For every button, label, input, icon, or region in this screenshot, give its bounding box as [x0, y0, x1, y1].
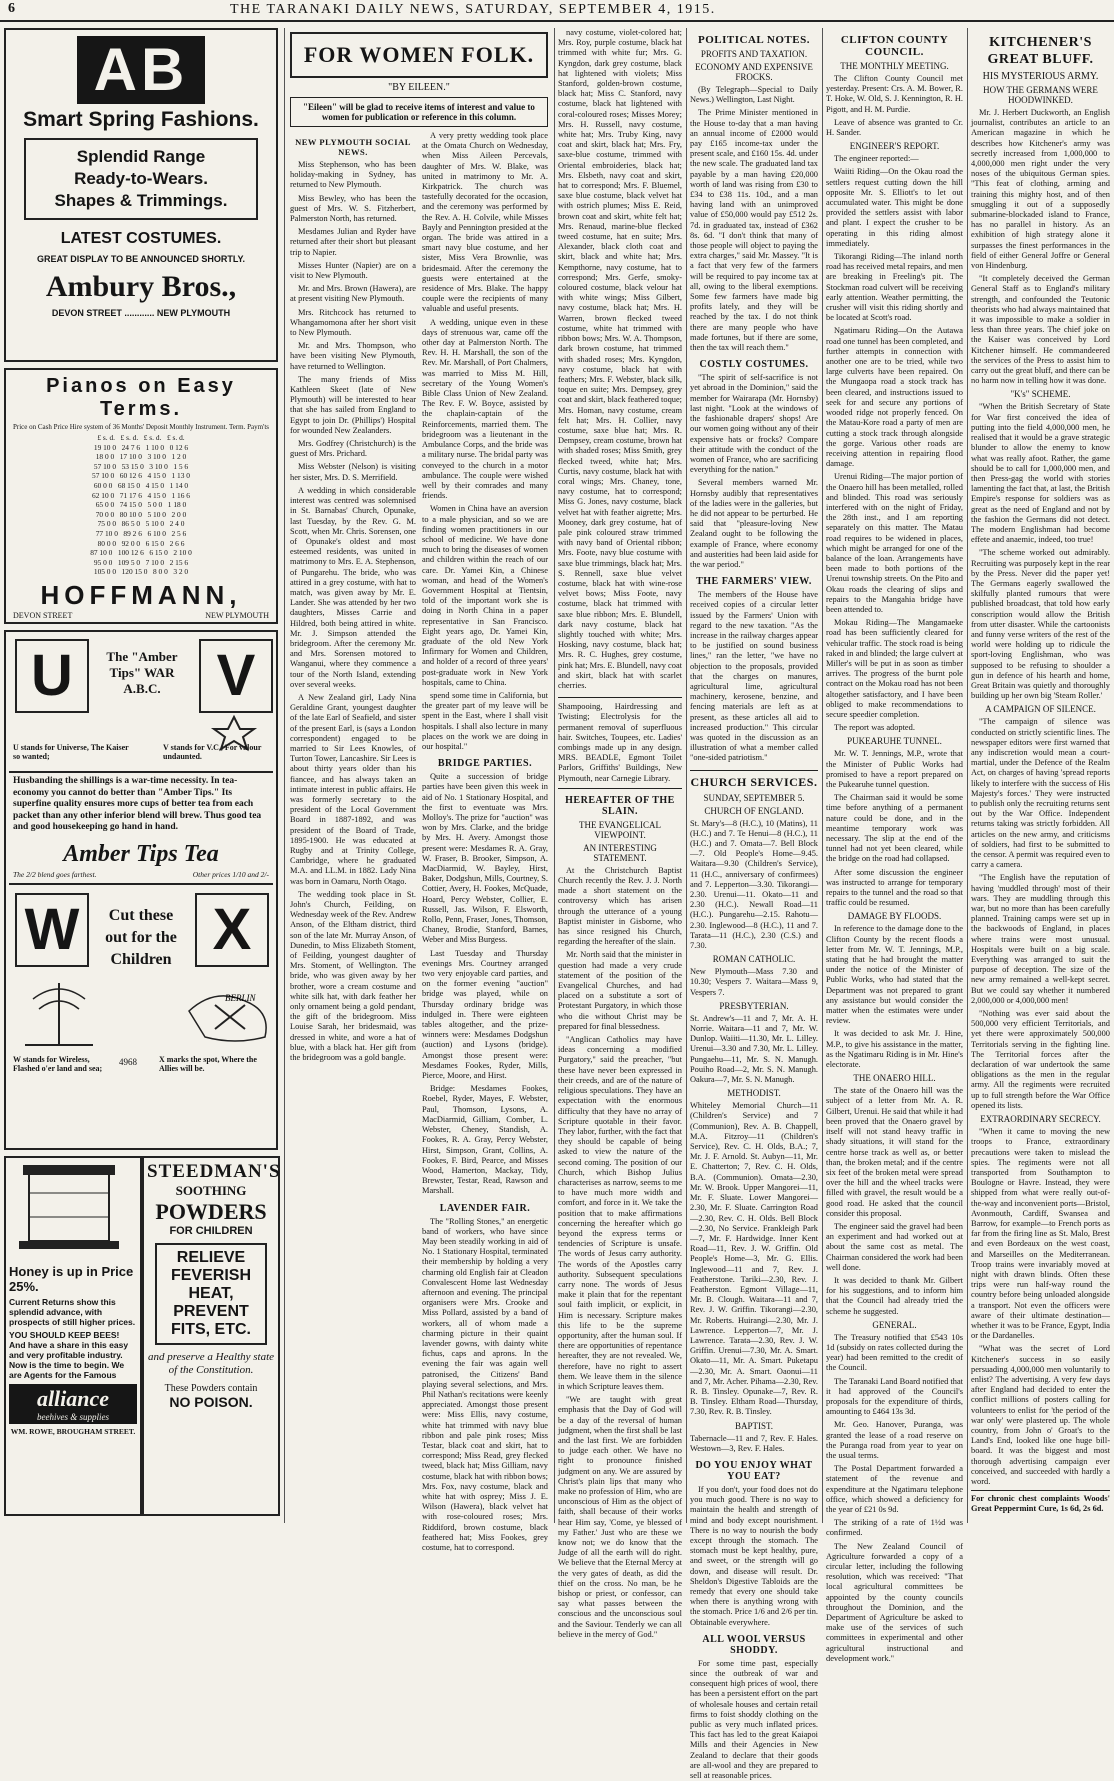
- price-row: 87 10 0 100 12 6 6 15 0 2 10 0: [90, 548, 192, 558]
- ad-code: 4968: [119, 1056, 137, 1067]
- lavender-paragraph: The "Rolling Stones," an energetic band of workers, who have since May been steadily working in aid of No. 1 Stationary Hospital, terminated their membership by holding a very charming old English fair at Cleadon Convalescent Home last Wednesday afternoon and evening. The principal organisers were Mrs. Crooke and Miss Pollard, assisted by a band of workers, all of whom made a charming picture in their quaint lavender gowns, with dainty white fichus, caps and aprons. In the evening the fair was again well patronised, the Citizens' Band playing several selections, and Mrs. Phil Nathan's recitations were keenly appreciated. Amongst those present were: Miss Ellis, navy costume, white hat trimmed with navy blue ribbon and pale pink roses; Miss Testar, black coat and skirt, hat to correspond; Miss Read, grey flecked tweed, black hat; Miss Gilliam, navy costume, black hat with ribbon bows; Mrs. Fox, navy costume, black and white hat with osprey; Miss J. E. Wilson (Hawera), black velvet hat with rose-coloured roses; Mrs. Riddiford, brown costume, black feathered hat; Miss Fookes, grey costume, hat to correspond.: [422, 1216, 548, 1553]
- social-news-paragraph: Mr. and Mrs. Thompson, who have been visiting New Plymouth, have returned to Wellington.: [290, 341, 416, 371]
- price-row: 70 0 0 80 10 0 5 10 0 2 0 0: [95, 509, 187, 519]
- political-column: [690, 28, 818, 1781]
- kitchener-sub: HIS MYSTERIOUS ARMY.: [982, 71, 1099, 82]
- church-denomination: METHODIST.: [727, 1088, 781, 1099]
- letter-x: X: [195, 893, 269, 967]
- clifton-sub2: ENGINEER'S REPORT.: [849, 141, 940, 152]
- women-section-bridge: BRIDGE PARTIES.: [437, 758, 533, 770]
- ambury-display: GREAT DISPLAY TO BE ANNOUNCED SHORTLY.: [36, 254, 246, 264]
- floods-paragraph: In reference to the damage done to the Clifton County by the recent floods a letter from Mr. W. T. Jennings, M.P., stating that he had brought the matter under the notice of the Minister of Public Works, who had stated that the Department was not prepared to grant any assistance but would consider the matter when the estimates were under review.: [826, 924, 963, 1026]
- social-news-paragraph: Mr. and Mrs. Brown (Hawera), are at present visiting New Plymouth.: [290, 284, 416, 304]
- kitchener-title: KITCHENER'S GREAT BLUFF.: [987, 35, 1094, 67]
- clifton-sub: THE MONTHLY MEETING.: [840, 61, 949, 71]
- onaero-paragraph: It was decided to thank Mr. Gilbert for his suggestions, and to inform him that the Council had already tried the scheme he suggested.: [826, 1275, 963, 1316]
- general-paragraph: The New Zealand Council of Agriculture forwarded a copy of a circular letter, including the following resolution, which was received: "That local agricultural committees be appointed by the county councils throughout the Dominion, and the Department of Agriculture be asked to make use of the services of such committees in experimental and other agricultural instructional and development work.": [826, 1541, 963, 1663]
- column-rule: [686, 28, 687, 1523]
- amber-tips-brand: Amber Tips Tea: [63, 840, 219, 867]
- shampoo-ad: Shampooing, Hairdressing and Twisting; Electrolysis for the permanent removal of superfluous hair. Switches, Toupees, etc. Ladies' combings made up in any design. MRS. BEADLE, Egmont Toilet Parlors, Griffiths' Buildings, New Plymouth, near Carnegie Library.: [558, 697, 682, 789]
- wool-paragraph: For some time past, especially since the outbreak of war and consequent high prices of wool, there has been a persistent effort on the part of wholesale houses and certain retail firms to foist shoddy clothing on the public as very much inflated prices. This fact has led to the great Kaiapoi Mills and their Agencies in New Zealand to declare that their goods are all-wool and they are prepared to sell at reasonable prices.: [690, 1658, 818, 1781]
- steedman-line-10: These Powders contain: [164, 1383, 258, 1394]
- hereafter-title: HEREAFTER OF THE SLAIN.: [565, 794, 675, 817]
- abc-top: [9, 635, 273, 771]
- clifton-paragraph: The Clifton County Council met yesterday. Present: Crs. A. M. Bower, R. T. Hoke, W. Old, S. J. Kennington, R. H. Pigott, and H. M. Purdie.: [826, 74, 963, 114]
- letter-u: U: [15, 639, 89, 713]
- letter-w: W: [15, 893, 89, 967]
- church-services-title: CHURCH SERVICES.: [690, 770, 818, 790]
- kitchener-paragraph: "It completely deceived the German General Staff as to England's military strength, and confounded the Teutonic theorists who had always maintained that it was impossible to make a soldier in less than three years. The chief joke on the Kaiser was conceived by Lord Kitchener himself. He commandeered the services of the Press to assist him to carry out the great bluff, and there can be no harm now in telling how it was done.: [971, 274, 1110, 386]
- social-news-paragraph: Mesdames Julian and Ryder have returned after their short but pleasant trip to Napier.: [290, 227, 416, 257]
- engineer-report-paragraph: Tikorangi Riding—The inland north road has received metal repairs, and men are breaking in Freeling's pit. The Stockman road culvert will be receiving early attention. Weather permitting, the crusher will visit this riding shortly and be located at Scott's road.: [826, 252, 963, 323]
- general-paragraph: Mr. Geo. Hanover, Puranga, was granted the lease of a road reserve on the Puranga road from year to year on the usual terms.: [826, 1420, 963, 1460]
- alliance-headline: Honey is up in Price 25%.: [9, 1264, 134, 1294]
- kitchener-column: [971, 28, 1110, 1528]
- alliance-ad: [4, 1156, 142, 1516]
- steedman-brand: STEEDMAN'S: [147, 1161, 281, 1182]
- ambury-line-2: Ready-to-Wears.: [74, 169, 208, 188]
- church-service-list: Tabernacle—11 and 7, Rev. F. Hales. Westown—3, Rev. F. Hales.: [690, 1433, 818, 1453]
- clifton-sub6: GENERAL.: [872, 1319, 917, 1330]
- engineer-report-paragraph: Ngatimaru Riding—On the Autawa road one tunnel has been completed, and further attempts in connection with another one are to be tried, while two large culverts have been repaired. On the Mungaopa road a stock track has been cleared, and instructions issued to seek for and secure any portions of wooded ridge not properly fenced. On the Matau-Kore road a party of men are cutting a stock track through alongside the gorge. Various other roads are receiving attention in repairing flood damage.: [826, 326, 963, 469]
- church-denomination: CHURCH OF ENGLAND.: [704, 805, 804, 816]
- amber-tips-copy: Husbanding the shillings is a war-time necessity. In tea-economy you cannot do better than "Amber Tips." Its superfine quality ensures more cups of better tea from each packet than any other inferior blend will brew. Thus good tea and good housekeeping go hand in hand.: [9, 771, 273, 837]
- amber-tips-title: The "Amber Tips" WAR A.B.C.: [106, 649, 178, 696]
- amber-tips-price-right: Other prices 1/10 and 2/-: [192, 869, 269, 879]
- clifton-sub4: DAMAGE BY FLOODS.: [847, 911, 942, 922]
- price-row: 19 10 0 24 7 6 1 10 0 0 12 6: [93, 442, 189, 452]
- ambury-logo: AB: [77, 36, 206, 104]
- kitchener-sub5: EXTRAORDINARY SECRECY.: [980, 1114, 1101, 1125]
- steedman-line-5: FEVERISH: [170, 1267, 251, 1284]
- steedman-line-2: POWDERS: [155, 1199, 267, 1224]
- price-row: £ s. d. £ s. d. £ s. d. £ s. d.: [97, 433, 185, 442]
- women-notice: "Eileen" will be glad to receive items of interest and value to women for publication or reference in this column.: [290, 97, 548, 127]
- berlin-label: BERLIN: [225, 992, 256, 1003]
- political-sub3: COSTLY COSTUMES.: [699, 359, 809, 371]
- ambury-address: DEVON STREET ............ NEW PLYMOUTH: [51, 308, 231, 318]
- ambury-headline: Smart Spring Fashions.: [23, 108, 259, 131]
- hoffmann-ad: [4, 368, 278, 624]
- price-row: 80 0 0 92 0 0 6 15 0 2 6 6: [97, 538, 185, 548]
- masthead: [0, 0, 1114, 22]
- ambury-name: Ambury Bros.,: [45, 270, 237, 303]
- social-news-paragraph: Misses Hunter (Napier) are on a visit to New Plymouth.: [290, 260, 416, 281]
- steedman-line-1: SOOTHING: [175, 1183, 247, 1198]
- engineer-report-paragraph: Mokau Riding—The Mangamaeke road has been sufficiently cleared for vehicular traffic. The stock road is being raked in and blinded; the large culvert at Miller's will be put in as soon as timber arrives. The progress of the burnt pole contract on the Mokau road has not been altogether satisfactory, and I have been obliged to make recommendations to secure speedier completion.: [826, 618, 963, 719]
- column-rule: [822, 28, 823, 1523]
- floods-paragraph: It was decided to ask Mr. J. Hine, M.P., to give his assistance in the matter, as the Ngatimaru Riding is in Mr. Hine's electorate.: [826, 1029, 963, 1070]
- hoffmann-price-table: [9, 433, 273, 577]
- kitchener-sub3: "K's" SCHEME.: [1010, 389, 1071, 400]
- tunnel-paragraph: The Chairman said it would be some time before anything of a permanent nature could be done, and in the meantime temporary work was necessary. The slip at the end of the tunnel had not yet been cleared, while the bridge on the road had collapsed.: [826, 793, 963, 864]
- political-paragraph: The members of the House have received copies of a circular letter issued by the Farmers' Union with regard to the new taxation. "As the increase in the railway charges appear to be justified on sound business lines," ran the letter, "we have no objection to the proposals, provided that the charges on manures, agricultural lime, agricultural machinery, kerosene, benzine, and fencing materials are left as at present, as these articles all aid to increased production." This circular was quoted in the discussion as an illustration of what a member called "one-sided patriotism.": [690, 590, 818, 763]
- letter-u-caption: U stands for Universe, The Kaiser so wanted;: [13, 743, 129, 761]
- kitchener-paragraph: "The campaign of silence was conducted on strictly scientific lines. The newspaper editors were first warned that any indiscretion would mean a court-martial, under the Defence of the Realm Act, on charges of having 'spread reports likely to interfere with the success of His Majesty's forces.' They were instructed to publish only the recruiting returns sent out by the War Office. Independent returns taking was strictly forbidden. All articles on the new army, and criticisms of soldiers, had first to be submitted to the censor. A permit was required even to carry a camera.: [971, 717, 1110, 870]
- engineer-report-paragraph: Waiiti Riding—On the Okau road the settlers request cutting down the hill opposite Mr. S. Elliott's to let out accumulated water. This might be done provided the settlers assist with labor and plant. I expect the crusher to be operating in this riding almost immediately.: [826, 167, 963, 248]
- hereafter-paragraph: Mr. North said that the minister in question had made a very crude statement of the position of the Evangelical Churches, and had placed on a substitute a sort of Protestant Purgatory, in which those who die without Christ may be prepared for final blessedness.: [558, 950, 682, 1031]
- hereafter-paragraph: At the Christchurch Baptist Church recently the Rev. J. J. North made a short statement on the controversy which has arisen through the utterance of a young Baptist minister in Gisborne, who has since resigned his Church, regarding the hereafter of the slain.: [558, 865, 682, 947]
- women-section-lavender: LAVENDER FAIR.: [439, 1202, 531, 1214]
- alliance-brand-sub: beehives & supplies: [37, 1412, 109, 1422]
- social-news-paragraph: Mrs. Godfrey (Christchurch) is the guest of Mrs. Prichard.: [290, 439, 416, 459]
- hereafter-paragraph: "We are taught with great emphasis that the Day of God will be a day of the reversal of human judgment, when the first shall be last and the last first. We are forbidden to judge each other. We have no right to pronounce finished judgment on any. We are assured by Christ's plain lips that many who make no profession of Him, who are unconscious of Him as the object of faith, shall because of their works hear Him say, 'Come, ye blessed of my Father.' Just who are these we know not; we do know that the Judge of all the earth will do right. We believe that the Eternal Mercy at the very gates of death, as did the thief on the cross. No man, be he bishop or priest, or confessor, can say what passes between the conscious and the unconscious soul and the Saviour. Tenderly we can all believe in the mercy of God.": [558, 1395, 682, 1639]
- wireless-mast-icon: [19, 979, 99, 1049]
- alliance-footer: WM. ROWE, BROUGHAM STREET.: [10, 1427, 136, 1436]
- political-title: POLITICAL NOTES.: [698, 34, 810, 46]
- letter-v: V: [199, 639, 273, 713]
- ambury-line-3: Shapes & Trimmings.: [54, 191, 228, 210]
- hereafter-paragraph: "Anglican Catholics may have ideas concerning a modified Purgatory," said the preacher, "but these have never been expressed in their creeds, and are of the nature of religious speculations. They have an expectation with the enormous difficulty that they have no array of Scripture quotable in their favor. They labor, further, with the fact that they should be capable of being asked to view the nature of the second coming. The position of our Church, which Bishop Julius characterises as narrow, seems to me to have much more width and comfort, and force in it. We take the position that to make affirmations concerning the hereafter which go beyond the express terms or tendencies of Scripture is unsafe. The words of Jesus carry authority. The words of the Apostles carry authority. Subsequent speculations carry none. The words of Jesus make it plain that for the repentant soul faith implicit, or explicit, in Him is necessary. Scripture makes this life to be the supreme opportunity, after the human soul. If there are opportunities of repentance hereafter, they are not revealed. We, therefore, have no right to assert them. We leave them in the silence in which Scripture leaves them.: [558, 1035, 682, 1391]
- steedman-line-7: PREVENT: [173, 1303, 249, 1320]
- church-denomination: ROMAN CATHOLIC.: [712, 954, 796, 965]
- price-row: 57 10 0 60 12 6 4 15 0 1 13 0: [92, 471, 190, 481]
- price-row: 77 10 0 89 2 6 6 10 0 2 5 6: [95, 528, 187, 538]
- social-news-paragraph: spend some time in California, but the greater part of my leave will be spent in the East, where I shall visit hospitals. I shall also lecture in many places on the work we are doing in our hospital.": [422, 690, 548, 751]
- ads-column: [4, 28, 281, 1528]
- social-news-paragraph: A wedding, unique even in these days of strenuous war, came off the other day at Palmerston North. The Rev. H. H. Marshall, the son of the Rev. Mr. Marshall, of Port Chalmers, was married to Miss M. Hill, secretary of the Young Women's Bible Class Union of New Zealand. The Rev. F. W. Boyce, assisted by the chaplain-captain of the Reinforcements, married them. The bridegroom was a lieutenant in the Ambulance Corps, and the bride was a military nurse. The bridal party was conveyed to the church in a motor ambulance. The couple were wished well by their comrades and many friends.: [422, 317, 548, 501]
- hoffmann-table-header: Price on Cash Price Hire system of 36 Months' Deposit Monthly Instrument. Term. Paym'ts: [12, 423, 270, 431]
- church-denomination: PRESBYTERIAN.: [719, 1000, 789, 1011]
- women-section-social: NEW PLYMOUTH SOCIAL NEWS.: [295, 137, 411, 157]
- social-news-paragraph: Miss Bewley, who has been the guest of Mrs. W. S. Fitzherbert, Palmerston North, has returned.: [290, 193, 416, 224]
- tunnel-paragraph: After some discussion the engineer was instructed to arrange for temporary repairs to the tunnel and the road so that traffic could be resumed.: [826, 867, 963, 908]
- social-news-paragraph: The many friends of Miss Kathleen Skeet (late of New Plymouth) will be interested to hear that she has sailed from England to Egypt to join Dr. (Phillips') Hospital for wounded New Zealanders.: [290, 374, 416, 435]
- church-date: SUNDAY, SEPTEMBER 5.: [703, 792, 805, 803]
- bridge-paragraph: Last Tuesday and Thursday evenings Mrs. Courtney arranged two very enjoyable card parties, and on the former evening "auction" bridge was played, while on Thursday ordinary bridge was indulged in. There were eighteen tables altogether, and the prize-winners were: Mesdames Dodgshun (auction) and Lysons (bridge). Amongst those present were: Mesdames Fookes, Ryder, Mills, Pierce, Moore, and Hirst.: [422, 948, 548, 1081]
- lavender-paragraph: navy costume, violet-colored hat; Mrs. Roy, purple costume, black hat trimmed with white fur; Mrs. G. Kyngdon, dark grey costume, black hat lightened with violets; Miss Stanford, golden-brown costume, black hat; Miss C. Stanford, navy costume, black hat lightened with coral-coloured roses; Misses Morey; Mrs. H. Russell, navy costume, white hat; Mrs. Truby King, navy coat and skirt, black hat; Mrs. Fry, saxe-blue costume, trimmed with Oriental embroideries, black hat; Mrs. Elsbeth, navy coat and skirt, hat to correspond; Mrs. F. Bluemel, saxe blue costume, black velvet hat with ostrich plumes; Miss E. Reid, brown coat and skirt, white felt hat; Mrs. Renaud, marine-blue flecked tweed costume, hat en suite; Mrs. Alexander, black cloth coat and skirt, black and white hat; Mrs. Kempthorne, navy costume, hat to correspond; Mrs. Gerfe, smoky-coloured costume, black velour hat with white wings; Miss Gilbert, navy costume, black hat; Mrs. H. Warren, brown flecked tweed costume, white hat trimmed with ribbon bows; Mrs. W. A. Thompson, dark brown costume, hat trimmed with shaded roses; Mrs. Kyngdon, navy costume, black hat with feathers; Mrs. F. Webster, black silk, toque en suite; Mrs. Dempsey, grey coat and skirt, black feathered toque; Mrs. Homan, navy costume, cream felt hat; Mrs. H. Collier, navy costume, saxe blue hat; Mrs. R. Dempsey, cream costume, brown hat with shaded roses; Miss Smith, grey flecked tweed, white hat; Mrs. Curtis, navy costume, black hat with coral wings; Mrs. Chaney, tone, navy costume, hat to correspond; Miss G. Jones, navy costume, black velvet hat with feather aigrette; Mrs. Mooney, dark grey costume, hat of pale pink coloured straw trimmed with navy band of Oriental ribbon; Mrs. Foote, navy blue costume with saxe blue trimmings, black hat; Mrs. S. Rennell, saxe blue velvet costume, black hat with wine-rose velvet bows; Miss Foote, navy costume, black hat trimmed with saxe blue ribbon; Mrs. E. Blundell, dark navy costume, black hat slightly touched with white; Mrs. Hosking, navy costume, black hat; Mrs. R. C. Hughes, grey costume, pink hat; Mrs. E. Blundell, navy coat and skirt, black hat with scarlet cherries.: [558, 28, 682, 690]
- cut-out-note: Cut these out for the Children: [105, 906, 177, 968]
- social-news-paragraph: A wedding in which considerable interest was centred was solemnised in St. Barnabas' Church, Opunake, last Tuesday, by the Rev. G. M. Scott, when Mr. Chris. Sorensen, one of Opunake's oldest and most esteemed residents, was united in matrimony to Mrs. E. A. Stephenson, of Pungarehu. The bride, who was attired in a grey costume, with hat to match, was given away by Mr. E. Lander. She was attended by her two daughters, Misses Carrie and Hildred, both being attired in white. Mr. J. Simpson attended the bridegroom. After the ceremony Mr. and Mrs. Sorensen motored to Wanganui, where they commence a tour of the North Island, extending over several weeks.: [290, 485, 416, 689]
- hereafter-article: [558, 795, 682, 1640]
- social-news-paragraph: Mrs. Ritchcock has returned to Whangamomona after her short visit to New Plymouth.: [290, 307, 416, 338]
- engineer-report-paragraph: The engineer reported:—: [834, 154, 919, 164]
- political-sub2: ECONOMY AND EXPENSIVE FROCKS.: [695, 62, 813, 82]
- women-title-box: [290, 32, 548, 78]
- church-service-list: St. Andrew's—11 and 7, Mr. A. H. Norrie. Waitara—11 and 7, Mr. W. Dunlop. Waiiti—11.30, Mr. L. Lilley. Urenui—3.30 and 7.30, Mr. L. Lilley. Pungaehu—11, Mr. S. N. Manugh. Pouiho Road—2, Mr. S. N. Manugh. Oakura—7, Mr. S. N. Manugh.: [690, 1013, 818, 1085]
- berlin-map-icon: [185, 981, 275, 1047]
- clifton-sub5: THE ONAERO HILL.: [853, 1073, 936, 1084]
- women-title: FOR WOMEN FOLK.: [303, 42, 535, 67]
- hoffmann-headline: Pianos on Easy Terms.: [46, 375, 236, 420]
- price-row: 95 0 0 109 5 0 7 10 0 2 15 6: [93, 557, 189, 567]
- digestion-ad: If you don't, your food does not do you much good. There is no way to maintain the health and strength of mind and body except nourishment. There is no way to nourish the body except through the stomach. The stomach must be kept healthy, pure, and sweet, or the strength will go down, and disease will result. Dr. Sheldon's Digestive Tabloids are the remedy that every one should take when there is anything wrong with the stomach. Price 1/6 and 2/6 per tin. Obtainable everywhere.: [690, 1484, 818, 1627]
- price-row: 57 10 0 53 15 0 3 10 0 1 5 6: [93, 461, 189, 471]
- column-rule: [554, 28, 555, 1523]
- kitchener-paragraph: "The English have the reputation of having 'muddled through' most of their wars. They are muddling through this war, but no more than has been carefully planned. Training camps were set up in the backwoods of England, in places where trains were most unusual. Hospitals were built on a big scale. Everything was arranged to suit the purpose of deception. The size of the new army remained a well-kept secret. But we could say whether it numbered 2,000,000 or 4,000,000 men!: [971, 873, 1110, 1005]
- column-rule: [967, 28, 968, 1523]
- general-paragraph: The Taranaki Land Board notified that it had approved of the Council's proposals for the expenditure of thirds, amounting to £464 13s 3d.: [826, 1376, 963, 1417]
- women-byline: "BY EILEEN.": [388, 82, 450, 93]
- steedman-line-6: HEAT,: [188, 1285, 234, 1302]
- alliance-brand: alliance: [36, 1386, 110, 1411]
- steedman-line-3: FOR CHILDREN: [169, 1225, 253, 1237]
- women-column-a: [290, 131, 416, 1556]
- steedman-line-4: RELIEVE: [176, 1249, 246, 1266]
- ambury-ad: [4, 28, 278, 362]
- steedman-line-8: FITS, ETC.: [171, 1321, 251, 1338]
- hoffmann-address-left: DEVON STREET: [13, 610, 73, 620]
- social-news-paragraph: Miss Stephenson, who has been holiday-making in Sydney, has returned to New Plymouth.: [290, 160, 416, 190]
- political-paragraph: The Prime Minister mentioned in the House to-day that a man having an annual income of £2000 would pay £165 income-tax under the present scale, and £160 15s. 4d. under the new scale. The graduated land tax payable by a man having £20,000 worth of land was rising from £30 to £34 to £38 11s. 10d., and a man having land with an unimproved value of £50,000 would pay £512 2s. 7d. in graduated tax, instead of £362 8s. 6d. "I don't think that many of those people will object to paying the extra charges," said Mr. Massey. "It is a fact that very few of the farmers will be required to pay income tax at all, owing to the liberal exemptions. Some few farmers have made big profits lately, and they will be reached by the tax. I do not think there are many people who have made fortunes, but if there are some, then the tax will reach them.": [690, 108, 818, 353]
- letter-v-caption: V stands for V.C., For valour undaunted.: [163, 743, 262, 761]
- wool-heading: ALL WOOL VERSUS SHODDY.: [702, 1633, 806, 1656]
- onaero-paragraph: The state of the Onaero hill was the subject of a letter from Mr. A. R. Gilbert, Urenui. He said that while it had been proved that the Onaero gravel by itself will not stand heavy traffic in shady situations, it will stand for the centre horse track as well as, or better than, the broken metal; and if the centre six feet of the broken metal were spread over the hill and the wheel tracks were filled with gravel, the result would be a good road. He asked that the council consider this proposal.: [826, 1086, 963, 1218]
- price-row: 65 0 0 74 15 0 5 0 0 1 18 0: [95, 500, 187, 510]
- social-news-paragraph: Miss Webster (Nelson) is visiting her sister, Mrs. D. S. Merrifield.: [290, 462, 416, 482]
- steedman-line-11: NO POISON.: [169, 1394, 253, 1410]
- social-news-paragraph: Women in China have an aversion to a male physician, and so we are finding women practitioners in our school of medicine. We have done much to bring the diseases of women and children within the reach of our care. Dr. Yamei Kin, a Chinese woman, and head of the Women's Government Hospital at Tientsin, told of the important work she is doing in North China in a paper representative in San Francisco. Eight years ago, Dr. Yamei Kin, graduate of the old New York Infirmary for Women and Children, and holder of a record of three years' post-graduate work in New York hospitals, came to China.: [422, 504, 548, 687]
- women-column-c: [558, 28, 682, 1639]
- bridge-paragraph: Bridge: Mesdames Fookes, Roebel, Ryder, Mayes, F. Webster, Paul, Thomson, Lysons, A. MacDiarmid, Gilliam, Comber, L. Webster, Cheney, Standish, A. Fookes, R. A. Gray, Percy Webster, Hirst, Simpson, Grant, Collins, A. Fookes, F. Bird, Pearce, and Misses Wood, Hamerton, Mackay, Tidy, Brewster, Testar, Read, Rawson and Marshall.: [422, 1084, 548, 1196]
- social-news-paragraph: A New Zealand girl, Lady Nina Geraldine Grant, youngest daughter of the late Earl of Seafield, and sister of the present Earl, is (says a London correspondent) engaged to be married to Sir Lees Knowles, of Turton Tower, Lancashire. Sir Lees is about thirty years older than his fiancee, and has always taken an intimate interest in public affairs. He was formerly secretary to the president of the Local Government Board in 1887-1892, and was president of the Board of Trade, 1895-1900. He was educated at Rugby and at Trinity College, Cambridge, where he graduated M.A. and LL.M. in 1882. Lady Nina was born in Oamaru, North Otago.: [290, 692, 416, 886]
- report-adopted: The report was adopted.: [834, 723, 915, 733]
- kitchener-sub4: A CAMPAIGN OF SILENCE.: [985, 704, 1096, 715]
- alliance-copy: Current Returns show this splendid advance, with prospects of still higher prices.: [9, 1297, 136, 1327]
- general-paragraph: The Treasury notified that £543 10s 1d (subsidy on rates collected during the year) had been remitted to the credit of the Council.: [826, 1332, 963, 1373]
- political-paragraph: (By Telegraph—Special to Daily News.) Wellington, Last Night.: [690, 85, 818, 105]
- price-row: 60 0 0 68 15 0 4 15 0 1 14 0: [93, 480, 189, 490]
- kitchener-paragraph: "The scheme worked out admirably. Recruiting was purposely kept in the rear by the Press. Never did the paper yet! The Germans eagerly swallowed the skilfully planted rumours that were published broadcast, that told how early conscription would allow the British from utter disaster. While the cartoonists and funny verse writers of the rest of the world were holding up to ridicule the sport-loving Englishman, who was supposed to be refusing to shoulder a gun in defence of his hearth and home, Great Britain was quietly and thoroughly building up her own big 'Steam Roller.': [971, 548, 1110, 701]
- political-sub4: THE FARMERS' VIEW.: [696, 576, 812, 588]
- bridge-paragraph: Quite a succession of bridge parties have been given this week in aid of No. 1 Stationary Hospital, and the first to eventuate was Mrs. Molloy's. The prize for "auction" was won by Mrs. Clarke, and the bridge by Mrs. H. Avery. Amongst those present were: Mesdames R. A. Gray, W. Fraser, B. Brooker, Simpson, A. MacDiarmid, W. Bayley, Hirst, Baker, Dodgshun, Mills, Courtney, S. Cottier, Avery, H. Fookes, McQuade, Hoard, Percy Webster, Collier, E. Russell, Jas. Wilson, F. Elsworth, Rollo, Penn, Fraser, Jones, Thomson, Chaney, Brodie, Stanford, Barnes, Weber and Miss Burgess.: [422, 772, 548, 945]
- alliance-cta: YOU SHOULD KEEP BEES! And have a share in this easy and very profitable industry. Now is the time to begin. We are Agents for the Famous: [9, 1330, 129, 1380]
- hereafter-sub2: AN INTERESTING STATEMENT.: [583, 842, 657, 863]
- kitchener-paragraph: Mr. J. Herbert Duckworth, an English journalist, contributes an article to an American magazine in which he describes how Kitchener's army was secretly increased from 1,000,000 to 4,000,000 men right under the very noses of the ubiquitous German spies. "This feat of clothing, arming and training this mighty host, and of then smuggling it out of a supposedly submarine-blockaded island to France, has no parallel in history. As an exhibition of high strategy alone it surpasses the finest performances in the field of either General Joffre or General von Hindenburg.: [971, 108, 1110, 271]
- abc-bottom: [9, 883, 273, 1109]
- clifton-column: [826, 28, 963, 1663]
- general-paragraph: The striking of a rate of 1½d was confirmed.: [826, 1518, 963, 1538]
- hereafter-sub: THE EVANGELICAL VIEWPOINT.: [578, 819, 662, 840]
- column-rule: [284, 28, 285, 1523]
- clifton-sub3: PUKEARUHE TUNNEL.: [847, 736, 942, 747]
- steedman-line-9: and preserve a Healthy state of the Constitution.: [147, 1351, 275, 1376]
- political-sub1: PROFITS AND TAXATION.: [700, 49, 808, 59]
- price-row: 62 10 0 71 17 6 4 15 0 1 16 6: [92, 490, 190, 500]
- ambury-latest: LATEST COSTUMES.: [60, 230, 222, 247]
- beehive-icon: [9, 1161, 129, 1257]
- letter-x-caption: X marks the spot, Where the Allies will be.: [159, 1054, 257, 1073]
- kitchener-paragraph: "When the British Secretary of State for War first conceived the idea of putting into the field 4,000,000 men, he realised that it would be a grave strategic blunder to allow the enemy to know what was really afoot. Rather, the game should be to call for 1,000,000 men, and then Press-gag the world with stories lamenting the fact that, at last, the British Empire's response for soldiers was as great as the need of England and not by the fashion the Germans did not detect. The modern Englishman had become effete and anaemic, indeed, too true!: [971, 402, 1110, 545]
- price-row: 18 0 0 17 10 0 3 10 0 1 2 0: [95, 452, 187, 462]
- price-row: 75 0 0 86 5 0 5 10 0 2 4 0: [97, 519, 185, 529]
- social-news-paragraph: A very pretty wedding took place at the Omata Church on Wednesday, when Miss Aileen Percevals, daughter of Mrs. W. Blake, was united in matrimony to Mr. A. Kirkpatrick. The church was tastefully decorated for the occasion, and the ceremony was performed by the Rev. A. H. Colvile, while Misses Bayly and Pennington presided at the organ. The bride was attired in a smart navy blue costume, and her sister, Miss Vera Brownlie, was bridesmaid. After the ceremony the guests were entertained at the residence of Mrs. Blake. The happy couple were the recipients of many valuable and useful presents.: [422, 131, 548, 314]
- engineer-report-paragraph: Urenui Riding—The major portion of the Onaero hill has been metalled, rolled and blinded. This road was seriously interfered with on the night of Friday, the 28th inst., and I am reporting separately on this matter. The Matau road requires to be widened in places, which might be arranged for one of the balance of the loan. Arrangements have been made to both portions of the Urenui township streets. On the Pito and Okau roads the clearing of slips and repairs to the Mangahia bridge have been attended to.: [826, 472, 963, 614]
- amber-tips-price-left: The 2/2 blend goes farthest.: [13, 869, 97, 879]
- social-news-paragraph: The wedding took place in St. John's Church, Feilding, on Wednesday week of the Rev. Andrew Anson, of the Eltham district, third son of the late Mr. Murray Anson, of Dunedin, to Miss Elizabeth Stoment, of Feilding, youngest daughter of Mrs. Stoment, of Wellington. The bride, who was given away by her brother, wore a cream costume and white silk hat, with dark feather her only ornament being a gold pendant, the gift of the bridegroom. Miss Louise Sarah, her bridesmaid, was dressed in white, and wore a hat of blue, with a black hat. Her gift from the bridegroom was a gold bangle.: [290, 889, 416, 1063]
- political-paragraph: Several members warned Mr. Hornsby audibly that representatives of the ladies were in the galleries, but he did not appear to be perturbed. He said that "pleasure-loving New Zealand ought to be following the example of France, where economy and austerities had been laid aside for the war period.": [690, 478, 818, 569]
- ambury-line-1: Splendid Range: [76, 147, 206, 166]
- newspaper-title: THE TARANAKI DAILY NEWS, SATURDAY, SEPTEMBER 4, 1915.: [230, 2, 716, 17]
- clifton-paragraph: Leave of absence was granted to Cr. H. Sander.: [826, 117, 963, 138]
- steedman-ad: [142, 1156, 280, 1516]
- women-column-block: [290, 28, 548, 1553]
- kitchener-sub2: HOW THE GERMANS WERE HOODWINKED.: [983, 85, 1098, 105]
- tunnel-paragraph: Mr. W. T. Jennings, M.P., wrote that the Minister of Public Works had promised to have a report prepared on the Pukearuhe tunnel question.: [826, 749, 963, 789]
- kitchener-paragraph: "Nothing was ever said about the 500,000 very efficient Territorials, and yet there were approximately 500,000 Territorials serving in the fighting line. The Territorial forces after the declaration of war undertook the same obligations as the men in the regular army. All the regiments were recruited up to full strength before the War Office opened its lists.: [971, 1009, 1110, 1110]
- letter-w-caption: W stands for Wireless, Flashed o'er land and sea;: [13, 1054, 103, 1073]
- political-paragraph: "The spirit of self-sacrifice is not yet abroad in the Dominion," said the member for Wairarapa (Mr. Hornsby) last night. "Look at the windows of the fashionable drapers' shops! Are our women going without any of their expensive hats or frocks? Compare their attitude with the conduct of the women of France, who are sacrificing everything for the nation.": [690, 373, 818, 475]
- women-column-b: [422, 131, 548, 1556]
- church-service-list: St. Mary's—8 (H.C.), 10 (Matins), 11 (H.C.) and 7. Te Henui—8 (H.C.), 11 (H.C.) and 7. Omata—7. Bell Block—7. Old People's Home—9.45. Waitara—9.30 (Children's Service), 11 (H.C., anniversary of confirmees) and 7. Lepperton—3.30. Tikorangi—2.30. Urenui—11. Okato—11 and 2.30 (H.C.). Newall Road—11 (H.C.). Pungarehu—2.15. Rahotu—2.30. Inglewood—8 (H.C.), 11 and 7. Tarata—11 (H.C.), 2.30 (C.S.) and 7.30.: [690, 818, 818, 951]
- ambury-box: [24, 138, 258, 220]
- hoffmann-name: HOFFMANN,: [40, 579, 242, 610]
- clifton-title: CLIFTON COUNTY COUNCIL.: [840, 34, 949, 58]
- digestion-heading: DO YOU ENJOY WHAT YOU EAT?: [695, 1459, 813, 1482]
- price-row: 105 0 0 120 15 0 8 0 0 3 2 0: [93, 567, 189, 577]
- kitchener-paragraph: "What was the secret of Lord Kitchener's success in so easily persuading 4,000,000 men voluntarily to enlist? The advertising. A very few days after England had decided to enter the conflict millions of posters calling for volunteers to enlist for 'the period of the war only' were plastered up. The whole country, from John o' Groat's to the Land's End, looked like one huge bill-board. It was the biggest and most thorough advertising campaign ever conceived, and succeeded with hardly a word.: [971, 1344, 1110, 1486]
- hoffmann-address-right: NEW PLYMOUTH: [205, 610, 269, 620]
- general-paragraph: The Postal Department forwarded a statement of the revenue and expenditure at the Ngatimaru telephone office, which showed a deficiency for the year of £21 0s 9d.: [826, 1464, 963, 1514]
- kitchener-paragraph: "When it came to moving the new troops to France, extraordinary precautions were taken to mislead the spies. The regiments were not all transported from Southampton to Boulogne or Havre. Instead, they were shipped from what were really out-of-the-way and inconvenient ports—Bristol, Avonmouth, Cardiff, Swansea and Barrow, for example—to French ports as far from the firing line as St. Malo, Brest and even Bordeaux on the west coast, and Marseilles on the Mediterranean. Troop trains were invariably moved at night with drawn blinds. Often these trips were run half-way round the country before being unloaded alongside a transport. Not even the officers were aware of their ultimate destination—whether it was to be France, Egypt, India or the Dardanelles.: [971, 1127, 1110, 1341]
- church-denomination: BAPTIST.: [734, 1420, 774, 1431]
- church-service-list: New Plymouth—Mass 7.30 and 10.30; Vespers 7. Waitara—Mass 9, Vespers 7.: [690, 967, 818, 997]
- peppermint-cure-ad: For chronic chest complaints Woods' Great Peppermint Cure, 1s 6d, 2s 6d.: [971, 1490, 1110, 1514]
- page-number: 6: [8, 1, 15, 16]
- church-service-list: Whiteley Memorial Church—11 (Children's Service) and 7 (Communion), Rev. A. B. Chappell, M.A. Fitzroy—11 (Children's Service), Rev. C. H. Olds, B.A.; 7, Mr. J. F. Arnold. St. Aubyn—11, Mr. E. Chatterton; 7, Rev. C. H. Olds, B.A. (Communion). Omata—2.30, Mr. W. Brook. Upper Mangorei—11, Mr. F. Sluate. Lower Mangorei—2.30, Mr. F. Sluate. Carrington Road—2.30, Rev. C. H. Olds. Bell Block—2.30, No Service. Frankleigh Park—7, Mr. F. Hardwidge. Inner Kent Road—11, Rev. J. W. Griffin. Old People's Home—3, Mr. G. Ellis. Inglewood—11 and 7, Rev. J. Featherstone. Tariki—2.30, Rev. J. Featherston. Egmont Village—11, Mr. B. Clough. Waitara—11 and 7, Rev. J. W. Griffin. Tikorangi—2.30, Mr. Roberts. Huirangi—2.30, Mr. J. Lawrence. Lepperton—7, Mr. J. Lawrence. Tarata—2.30, Rev. J. W. Griffin. Urenui—7.30, Mr. A. Smart. Okato—11, Mr. A. Smart. Puketapu—2.30, Mr. A. Smart. Oaonui—11 and 7, Mr. Acher. Pihama—2.30, Rev. R. B. Tinsley. Opunake—7, Rev. R. B. Tinsley. Eltham Road—Thursday, 7.30, Rev. R. B. Tinsley.: [690, 1101, 818, 1417]
- onaero-paragraph: The engineer said the gravel had been an experiment and had worked out at about the same cost as metal. The Chairman considered the work had been well done.: [826, 1221, 963, 1272]
- amber-tips-ad: [4, 630, 278, 1150]
